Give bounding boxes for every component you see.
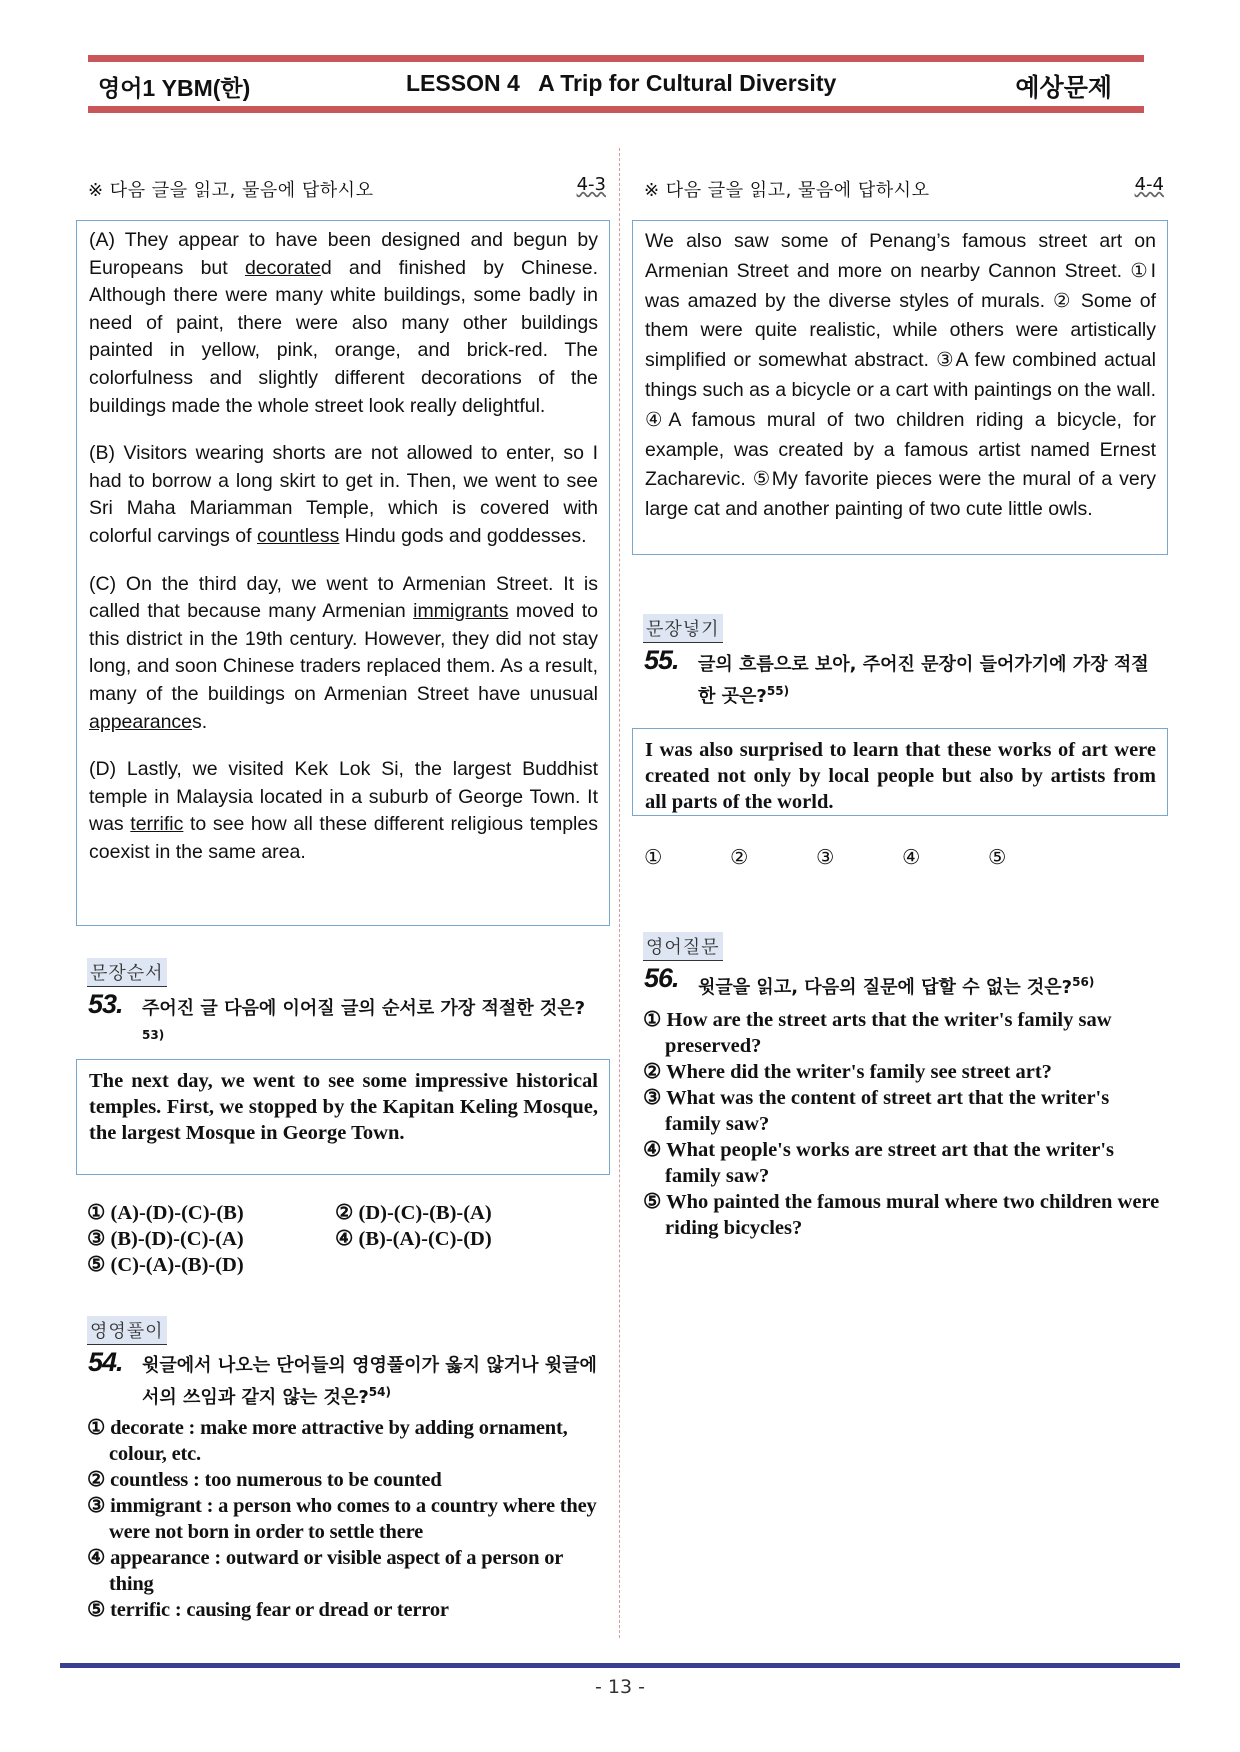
q55-given-box: I was also surprised to learn that these works of art were created not only by local people but also by artists from all parts of the world. [632,728,1168,816]
q55-choice-1[interactable]: ① [644,847,663,869]
instruction-right: ※ 다음 글을 읽고, 물음에 답하시오 [644,180,930,201]
q54-choice-5[interactable]: ⑤ terrific : causing fear or dread or terror [87,1599,449,1621]
paragraph-c: (C) On the third day, we went to Armenian Street. It is called that because many Armenian immigrants moved to this district in the 19th century. However, they did not stay long, and soon Chinese traders replaced them. As a result, many of the buildings on Armenian Street have unusual appearances. [89,572,598,733]
word-appearance: appearance [89,710,193,733]
header-top-rule [88,55,1144,62]
q55-choice-5[interactable]: ⑤ [988,847,1007,869]
q55-number: 55. [644,645,679,675]
paragraph-d: (D) Lastly, we visited Kek Lok Si, the largest Buddhist temple in Malaysia located in a suburb of George Town. It was terrific to see how all these different religious temples coexist in the same area. [89,758,598,863]
q55-choice-3[interactable]: ③ [816,847,835,869]
passage-tag-left: 4-3 [576,174,606,195]
footer-rule [60,1663,1180,1668]
q53-choice-4[interactable]: ④ (B)-(A)-(C)-(D) [335,1228,492,1250]
header-lesson-title: LESSON 4 A Trip for Cultural Diversity [406,70,837,96]
paragraph-a: (A) They appear to have been designed and begun by Europeans but decorated and finished by Chinese. Although there were many white buildings, some badly in need of paint, there were also many other buildings painted in yellow, pink, orange, and brick-red. The colorfulness and slightly different decorations of the buildings made the whole street look really delightful. [89,229,598,417]
q56-prompt: 윗글을 읽고, 다음의 질문에 답할 수 없는 것은?$^{56)}$ [698,975,1095,998]
q55-prompt: 글의 흐름으로 보아, 주어진 문장이 들어가기에 가장 적절한 곳은?$^{55)}$ [698,654,1149,707]
q56-choice-3[interactable]: ③ What was the content of street art that the writer's family saw? [643,1087,1110,1135]
q54-choices [87,1415,607,1623]
q54-type-tag: 영영풀이 [87,1316,167,1345]
header-bottom-rule [88,106,1144,113]
q53-given-box: The next day, we went to see some impressive historical temples. First, we stopped by the Kapitan Keling Mosque, the largest Mosque in George Town. [76,1059,610,1175]
page-number: - 13 - [595,1676,645,1698]
word-terrific: terrific [130,813,184,836]
q56-choice-2[interactable]: ② Where did the writer's family see street art? [643,1061,1052,1083]
q53-choice-2[interactable]: ② (D)-(C)-(B)-(A) [335,1202,492,1224]
q56-type-tag: 영어질문 [643,932,723,961]
q53-type-tag: 문장순서 [87,958,167,987]
q54-choice-1[interactable]: ① decorate : make more attractive by adding ornament, colour, etc. [87,1417,568,1465]
column-divider [619,148,620,1638]
word-immigrants: immigrants [413,600,509,623]
q53-choice-1[interactable]: ① (A)-(D)-(C)-(B) [87,1202,244,1224]
q54-choice-4[interactable]: ④ appearance : outward or visible aspect of a person or thing [87,1547,563,1595]
q54-number: 54. [88,1347,123,1377]
q54-choice-3[interactable]: ③ immigrant : a person who comes to a country where they were not born in order to settle there [87,1495,597,1543]
q56-number: 56. [644,963,679,993]
instruction-left: ※ 다음 글을 읽고, 물음에 답하시오 [88,180,374,201]
q54-choice-2[interactable]: ② countless : too numerous to be counted [87,1469,442,1491]
q56-choice-1[interactable]: ① How are the street arts that the writer's family saw preserved? [643,1009,1112,1057]
word-countless: countless [257,524,340,547]
q53-prompt: 주어진 글 다음에 이어질 글의 순서로 가장 적절한 것은?$^{53)}$ [142,998,586,1042]
passage-tag-right: 4-4 [1134,174,1164,195]
passage-box-right: We also saw some of Penang’s famous street art on Armenian Street and more on nearby Cannon Street. ①I was amazed by the diverse styles of murals. ② Some of them were quite realistic, while others were artistically simplified or somewhat abstract. ③A few combined actual things such as a bicycle or a cart with paintings on the wall. ④A famous mural of two children riding a bicycle, for example, was created by a famous artist named Ernest Zacharevic. ⑤My favorite pieces were the mural of a very large cat and another painting of two cute little owls. [632,220,1168,555]
header-subject: 영어1 YBM(한) [98,75,251,101]
word-decorate: decorate [244,256,321,279]
q54-prompt: 윗글에서 나오는 단어들의 영영풀이가 옳지 않거나 윗글에서의 쓰임과 같지 않는 것은?$^{54)}$ [142,1355,597,1408]
q55-type-tag: 문장넣기 [643,614,723,643]
q56-choice-5[interactable]: ⑤ Who painted the famous mural where two children were riding bicycles? [643,1191,1160,1239]
q55-choice-4[interactable]: ④ [902,847,921,869]
q53-number: 53. [88,989,123,1019]
q55-choice-2[interactable]: ② [730,847,749,869]
q56-choice-4[interactable]: ④ What people's works are street art that the writer's family saw? [643,1139,1114,1187]
page-header [88,64,1144,104]
passage-box-left [76,220,610,926]
header-label: 예상문제 [1015,74,1112,102]
paragraph-b: (B) Visitors wearing shorts are not allowed to enter, so I had to borrow a long skirt to get in. Then, we went to see Sri Maha Mariamman Temple, which is covered with colorful carvings of countless Hindu gods and goddesses. [89,442,598,547]
q53-choice-3[interactable]: ③ (B)-(D)-(C)-(A) [87,1228,244,1250]
q53-choice-5[interactable]: ⑤ (C)-(A)-(B)-(D) [87,1254,244,1276]
q56-choices [643,1007,1163,1241]
